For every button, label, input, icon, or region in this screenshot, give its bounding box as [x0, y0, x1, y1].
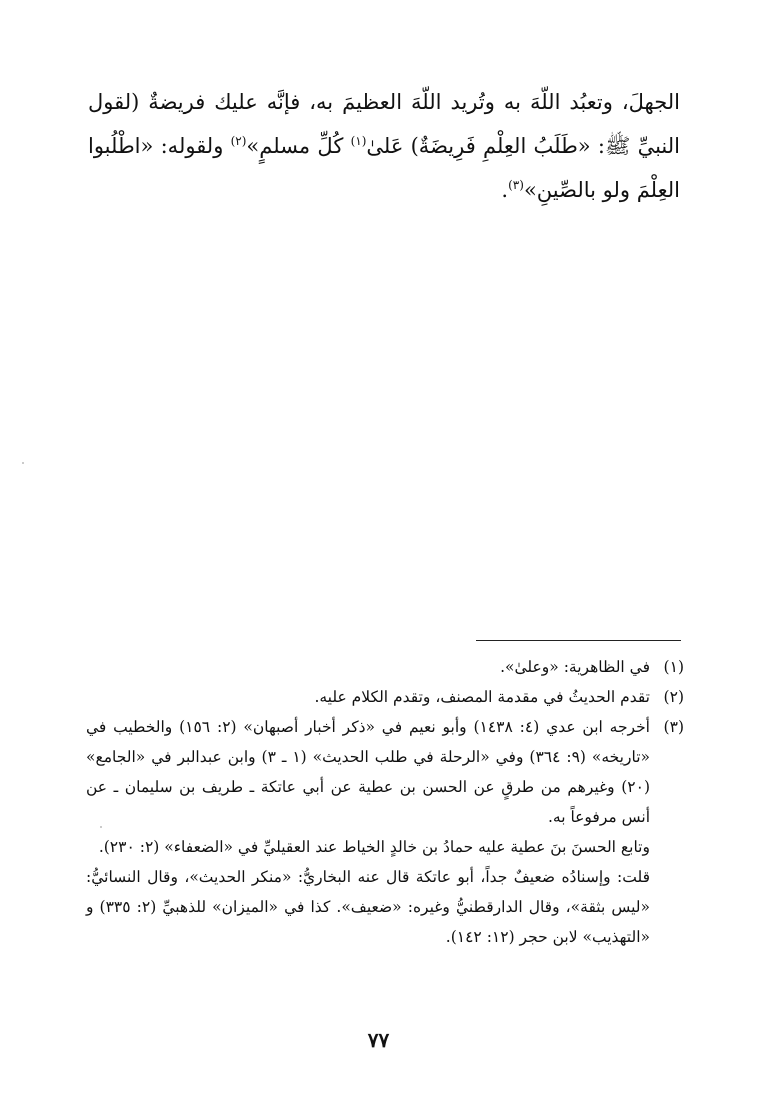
- footnote-1: [86, 652, 684, 682]
- footnote-separator: [476, 640, 681, 641]
- footnote-ref-1: (١): [350, 134, 367, 148]
- main-text: [88, 80, 680, 212]
- footnote-body: [86, 712, 650, 952]
- page-number: ٧٧: [367, 1028, 390, 1052]
- scan-speck: [100, 826, 102, 828]
- footnote-body: [86, 652, 650, 682]
- main-text-segment: كُلِّ مسلمٍ»: [246, 134, 351, 158]
- footnote-3: [86, 712, 684, 952]
- footnote-paragraph: تقدم الحديثُ في مقدمة المصنف، وتقدم الكلام عليه.: [314, 688, 650, 706]
- footnote-paragraph: أخرجه ابن عدي (٤: ١٤٣٨) وأبو نعيم في «ذكر أخبار أصبهان» (٢: ١٥٦) والخطيب في «تاريخه» (٩: ٣٦٤) وفي «الرحلة في طلب الحديث» (١ ـ ٣) وابن عبدالبر في «الجامع» (٢٠) وغيرهم من طرقٍ عن الحسن بن عطية عن أبي عاتكة ـ طريف بن سليمان ـ عن أنس مرفوعاً به.: [86, 718, 650, 826]
- footnote-number: (٢): [663, 688, 684, 706]
- footnote-paragraph: في الظاهرية: «وعلىٰ».: [500, 658, 650, 676]
- main-text-end: .: [501, 178, 509, 202]
- footnote-number: (٣): [663, 718, 684, 736]
- footnote-paragraph: قلت: وإسنادُه ضعيفٌ جداً، أبو عاتكة قال عنه البخاريُّ: «منكر الحديث»، وقال النسائيُّ: «ليس بثقة»، وقال الدارقطنيُّ وغيره: «ضعيف». كذا في «الميزان» للذهبيِّ (٢: ٣٣٥) و «التهذيب» لابن حجر (١٢: ١٤٢).: [86, 868, 650, 946]
- footnotes: [86, 652, 684, 952]
- footnote-body: [86, 682, 650, 712]
- main-text-segment: ولقوله: «اطْلُبوا العِلْمَ ولو بالصِّينِ»: [88, 134, 680, 202]
- footnote-number: (١): [663, 658, 684, 676]
- scan-speck: [22, 462, 24, 464]
- main-paragraph: [88, 80, 680, 212]
- main-text-segment: الجهلَ، وتعبُد اللّهَ به وتُريد اللّهَ العظيمَ به، فإنَّه عليك فريضةٌ (لقول النبيِّ ﷺ: «طَلَبُ العِلْمِ فَرِيضَةٌ) عَلىٰ: [88, 90, 680, 158]
- footnote-ref-3: (٣): [508, 178, 524, 192]
- footnote-paragraph: وتابع الحسنَ بنَ عطية عليه حمادُ بن خالدٍ الخياط عند العقيليِّ في «الضعفاء» (٢: ٢٣٠).: [98, 838, 650, 856]
- footnote-ref-2: (٢): [230, 134, 247, 148]
- footnote-2: [86, 682, 684, 712]
